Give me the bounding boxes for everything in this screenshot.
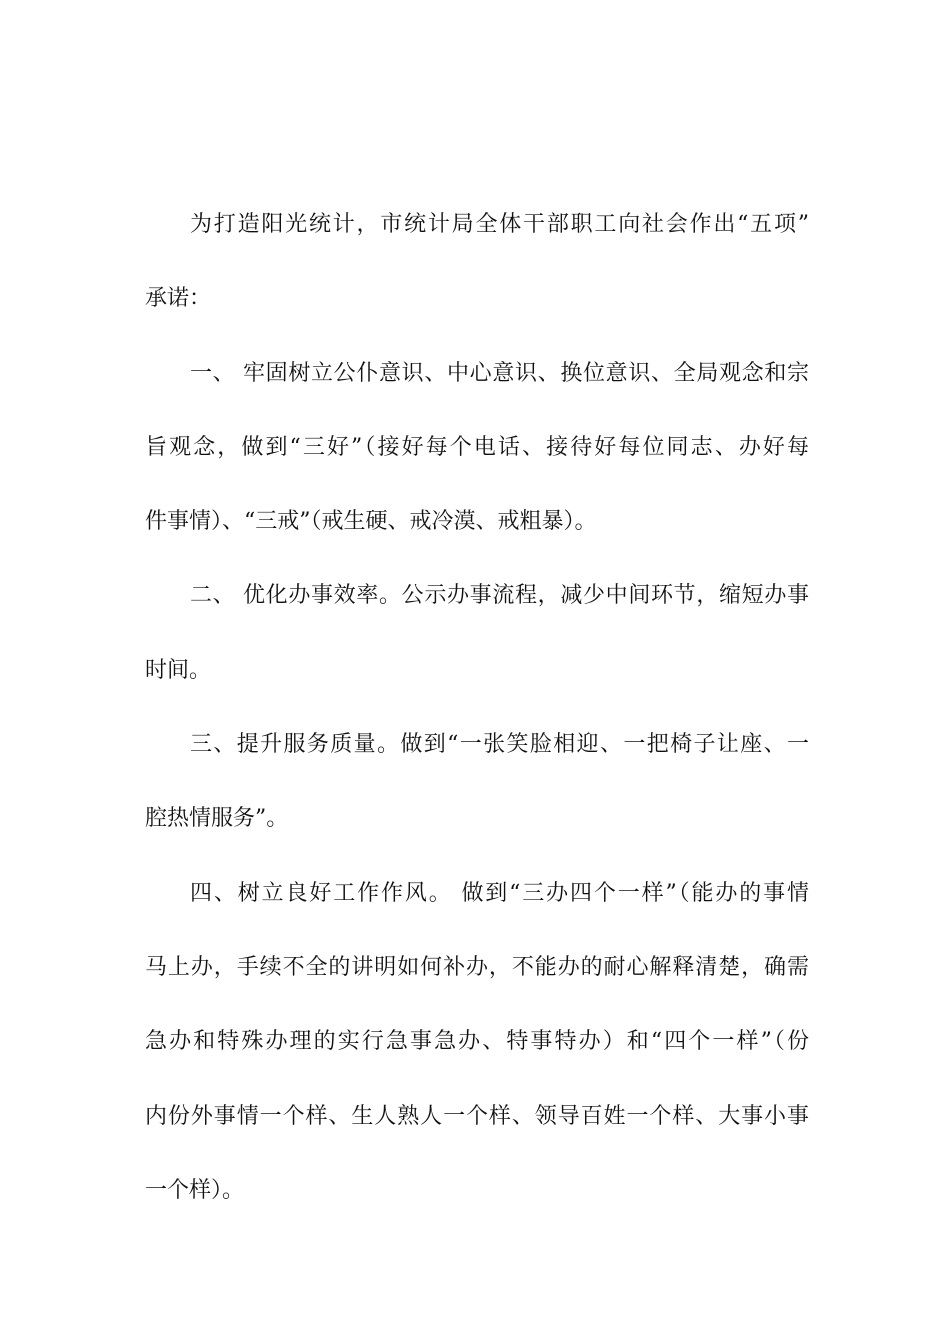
paragraph-intro-line-2: 承诺：	[145, 286, 212, 312]
document-body	[145, 188, 809, 1228]
paragraph-item-4-line-4: 内份外事情一个样、生人熟人一个样、领导百姓一个样、大事小事	[145, 1103, 809, 1129]
paragraph-item-2-line-1: 二、 优化办事效率。公示办事流程，减少中间环节，缩短办事	[190, 583, 809, 609]
paragraph-item-2-line-2: 时间。	[145, 657, 212, 683]
paragraph-item-3-line-1: 三、提升服务质量。做到“一张笑脸相迎、一把椅子让座、一	[190, 732, 809, 758]
paragraph-item-4-line-5: 一个样）。	[145, 1177, 245, 1203]
paragraph-item-3-line-2: 腔热情服务”。	[145, 806, 289, 832]
paragraph-item-1-line-2: 旨观念，做到“三好”（接好每个电话、接待好每位同志、办好每	[145, 434, 809, 460]
paragraph-item-1-line-1: 一、 牢固树立公仆意识、中心意识、换位意识、全局观念和宗	[190, 360, 809, 386]
paragraph-item-4-line-2: 马上办，手续不全的讲明如何补办，不能办的耐心解释清楚，确需	[145, 954, 809, 980]
paragraph-intro-line-1: 为打造阳光统计，市统计局全体干部职工向社会作出“五项”	[190, 212, 809, 237]
paragraph-item-4-line-1: 四、树立良好工作作风。 做到“三办四个一样”（能办的事情	[190, 880, 809, 906]
paragraph-item-4-line-3: 急办和特殊办理的实行急事急办、特事特办）和“四个一样”（份	[145, 1029, 809, 1055]
paragraph-item-1-line-3: 件事情）、“三戒”（戒生硬、戒冷漠、戒粗暴）。	[145, 509, 597, 535]
